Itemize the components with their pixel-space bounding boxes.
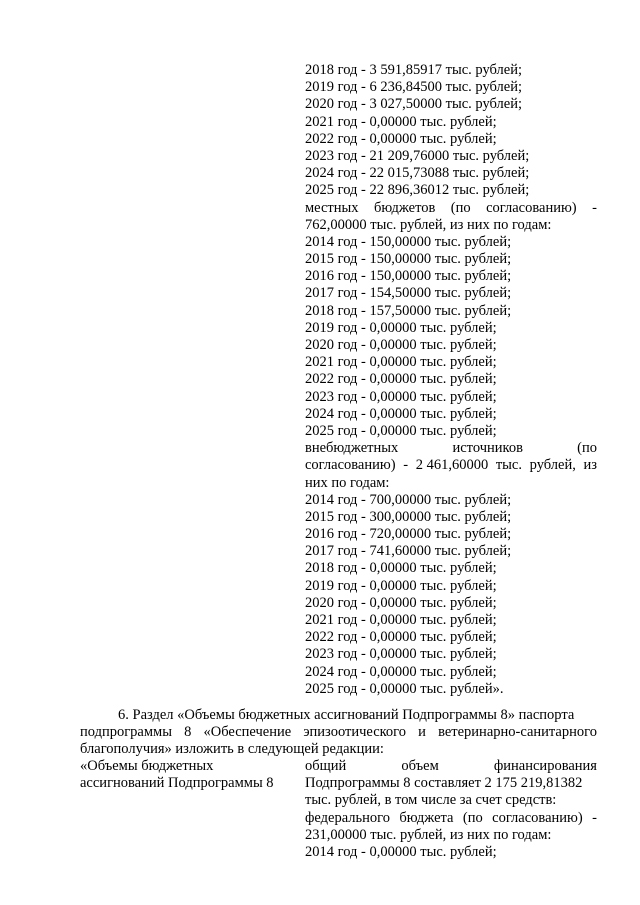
year-line: 2020 год - 0,00000 тыс. рублей; — [305, 337, 497, 353]
year-line: 2025 год - 0,00000 тыс. рублей; — [305, 422, 497, 439]
year-line: 2020 год - 0,00000 тыс. рублей; — [305, 594, 497, 611]
year-line: 2022 год - 0,00000 тыс. рублей; — [305, 371, 497, 388]
year-line: 2019 год - 6 236,84500 тыс. рублей; — [305, 79, 522, 96]
year-line: 2016 год - 150,00000 тыс. рублей; — [305, 268, 512, 285]
extrabudgetary-by-years: них по годам: — [305, 474, 390, 491]
year-line: 2024 год - 0,00000 тыс. рублей; — [305, 663, 497, 680]
year-line: 2018 год - 0,00000 тыс. рублей; — [305, 560, 497, 577]
amendment-paragraph — [80, 707, 597, 759]
year-line: 2025 год - 22 896,36012 тыс. рублей; — [305, 182, 530, 199]
extrabudgetary-heading: внебюджетных источников (по — [305, 440, 597, 457]
year-line: 2017 год - 741,60000 тыс. рублей; — [305, 543, 512, 560]
year-line: 2023 год - 0,00000 тыс. рублей; — [305, 646, 497, 663]
year-line: 2014 год - 700,00000 тыс. рублей; — [305, 491, 512, 508]
year-line: 2019 год - 0,00000 тыс. рублей; — [305, 577, 497, 594]
year-line: 2020 год - 3 027,50000 тыс. рублей; — [305, 96, 522, 113]
year-line: 2025 год - 0,00000 тыс. рублей». — [305, 680, 504, 697]
year-line: 2015 год - 150,00000 тыс. рублей; — [305, 251, 512, 268]
year-line: 2024 год - 0,00000 тыс. рублей; — [305, 405, 497, 422]
year-line: 2021 год - 0,00000 тыс. рублей; — [305, 113, 497, 130]
year-line: 2023 год - 21 209,76000 тыс. рублей; — [305, 147, 530, 164]
local-budgets-heading: местных бюджетов (по согласованию) - — [305, 199, 597, 216]
year-line: 2017 год - 154,50000 тыс. рублей; — [305, 285, 512, 302]
year-line: 2022 год - 0,00000 тыс. рублей; — [305, 629, 497, 646]
year-line: 2023 год - 0,00000 тыс. рублей; — [305, 388, 497, 405]
table-value-cell: общий объем финансирования Подпрограммы 8 составляет 2 175 219,81382 тыс. рублей, в том числе за счет средств: федерального бюджета (по согласованию) - 231,00000 тыс. рублей, из них по годам: 2014 год - 0,00000 тыс. рублей; — [305, 758, 597, 860]
year-line: 2018 год - 157,50000 тыс. рублей; — [305, 302, 512, 319]
year-line: 2015 год - 300,00000 тыс. рублей; — [305, 508, 512, 525]
year-line: 2018 год - 3 591,85917 тыс. рублей; — [305, 62, 522, 78]
local-budgets-total: 762,00000 тыс. рублей, из них по годам: — [305, 216, 552, 233]
extrabudgetary-total: согласованию) - 2 461,60000 тыс. рублей, из — [305, 457, 597, 474]
year-line: 2016 год - 720,00000 тыс. рублей; — [305, 526, 512, 543]
paragraph-line: подпрограммы 8 «Обеспечение эпизоотического и ветеринарно-санитарного — [80, 724, 597, 741]
table-label-cell: «Объемы бюджетных ассигнований Подпрограммы 8 — [80, 758, 274, 792]
year-line: 2019 год - 0,00000 тыс. рублей; — [305, 319, 497, 336]
year-line: 2021 год - 0,00000 тыс. рублей; — [305, 612, 497, 628]
year-line: 2014 год - 150,00000 тыс. рублей; — [305, 233, 512, 250]
year-line: 2024 год - 22 015,73088 тыс. рублей; — [305, 165, 530, 182]
paragraph-line: благополучия» изложить в следующей редакции: — [80, 741, 384, 758]
year-line: 2021 год - 0,00000 тыс. рублей; — [305, 354, 497, 371]
year-line: 2022 год - 0,00000 тыс. рублей; — [305, 130, 497, 147]
financing-by-year-column — [305, 62, 597, 698]
paragraph-line: 6. Раздел «Объемы бюджетных ассигнований Подпрограммы 8» паспорта — [118, 707, 575, 723]
